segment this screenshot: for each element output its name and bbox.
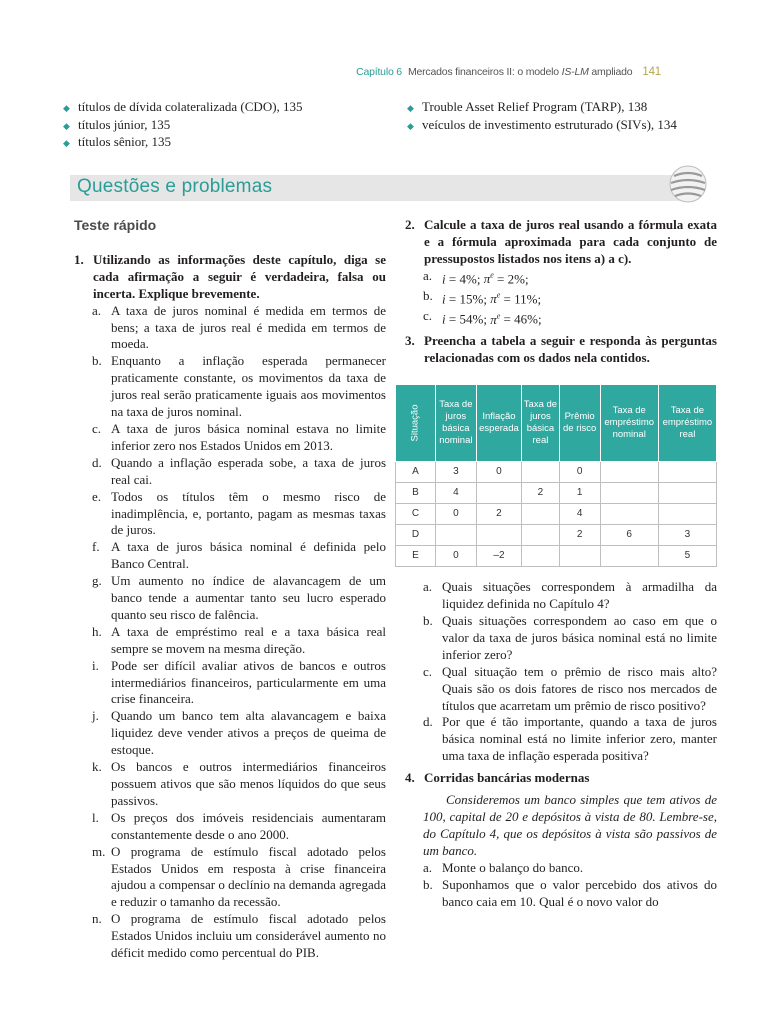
question-3: 3. Preencha a tabela a seguir e responda às perguntas relacionadas com os dados nela contidos. <box>405 333 717 366</box>
item-letter: a. <box>423 579 433 595</box>
item-letter: a. <box>92 302 102 318</box>
table-cell <box>600 546 658 567</box>
table-cell: E <box>396 546 436 567</box>
table-cell <box>435 525 476 546</box>
list-item <box>92 911 386 962</box>
item-letter: a. <box>423 859 433 875</box>
item-text: A taxa de empréstimo real e a taxa básica real sempre se movem na mesma direção. <box>111 623 386 656</box>
list-item <box>92 658 386 709</box>
table-cell: 0 <box>435 504 476 525</box>
list-item <box>92 421 386 455</box>
table-cell <box>600 504 658 525</box>
data-table <box>395 384 717 567</box>
table-header-row <box>396 385 717 462</box>
formula: i = 15%; $\pi^e = 11\%$; <box>442 290 542 307</box>
table-cell: 0 <box>435 546 476 567</box>
item-text: Os bancos e outros intermediários financeiros possuem ativos que são menos líquidos do que seus passivos. <box>111 759 386 808</box>
question-4: 4. Corridas bancárias modernas <box>405 770 590 786</box>
item-letter: j. <box>92 708 99 724</box>
key-term: ◆ títulos júnior, 135 <box>62 116 303 134</box>
formula: i = 4%; $\pi^e = 2\%$; <box>442 270 529 287</box>
item-letter: b. <box>423 287 433 303</box>
table-cell <box>522 525 559 546</box>
section-title: Questões e problemas <box>77 176 273 197</box>
item-text: Qual situação tem o prêmio de risco mais alto? Quais são os dois fatores de risco nos mercados de títulos que acarretam um prêmio de risco positivo? <box>442 663 717 713</box>
table-cell <box>658 462 716 483</box>
key-terms-left <box>62 98 303 151</box>
item-text: A taxa de juros nominal é medida em termos de bens; a taxa de juros real é medida em termos de moeda. <box>111 302 386 352</box>
table-cell: 2 <box>522 483 559 504</box>
question-2-items <box>405 268 717 329</box>
list-item <box>423 579 717 613</box>
table-row <box>396 483 717 504</box>
diamond-bullet-icon: ◆ <box>407 103 414 113</box>
table-header-cell: Situação <box>396 385 436 462</box>
item-letter: h. <box>92 623 102 639</box>
list-item <box>92 353 386 421</box>
table-cell: 5 <box>658 546 716 567</box>
page-number: 141 <box>642 66 661 78</box>
question-2: 2. Calcule a taxa de juros real usando a fórmula exata e a fórmula aproximada para cada conjunto de pressupostos listados nos itens a) a c). <box>405 217 717 266</box>
key-terms-right <box>406 98 677 133</box>
item-text: O programa de estímulo fiscal adotado pelos Estados Unidos incluiu um considerável aumento no déficit medido como percentual do PIB. <box>111 911 386 961</box>
table-header-cell: Taxa de juros básica nominal <box>435 385 476 462</box>
table-cell: 2 <box>476 504 522 525</box>
diamond-bullet-icon: ◆ <box>63 120 70 131</box>
diamond-bullet-icon: ◆ <box>407 120 414 131</box>
table-header-cell: Taxa de juros básica real <box>522 385 559 462</box>
list-item <box>423 308 717 328</box>
table-row <box>396 462 717 483</box>
item-text: Os preços dos imóveis residenciais aumentaram constantemente desde o ano 2000. <box>111 809 386 842</box>
table-cell <box>559 546 600 567</box>
question-4-items <box>405 860 717 911</box>
table-cell: D <box>396 525 436 546</box>
table-cell: 3 <box>435 462 476 483</box>
table-cell: 4 <box>559 504 600 525</box>
item-letter: c. <box>423 663 433 679</box>
nominal-rate: 54% <box>459 311 484 327</box>
table-row <box>396 525 717 546</box>
table-cell <box>658 504 716 525</box>
table-cell: B <box>396 483 436 504</box>
table-cell <box>600 483 658 504</box>
formula: i = 54%; $\pi^e = 46\%$; <box>442 311 542 327</box>
quick-test-heading: Teste rápido <box>74 217 157 233</box>
item-letter: i. <box>92 657 99 673</box>
item-text: Pode ser difícil avaliar ativos de bancos e outros intermediários financeiros, particularmente em uma crise financeira. <box>111 657 386 707</box>
item-letter: n. <box>92 911 102 927</box>
table-row <box>396 504 717 525</box>
list-item <box>423 714 717 765</box>
table-cell: –2 <box>476 546 522 567</box>
nominal-rate: 4% <box>459 271 477 287</box>
item-letter: d. <box>92 454 102 470</box>
key-term: ◆ Trouble Asset Relief Program (TARP), 138 <box>406 98 677 116</box>
table-cell <box>522 546 559 567</box>
item-letter: l. <box>92 809 99 825</box>
table-cell: 0 <box>559 462 600 483</box>
running-header <box>356 66 661 78</box>
question-4-intro: Consideremos um banco simples que tem ativos de 100, capital de 20 e depósitos à vista de 80. Lembre-se, do Capítulo 4, que os depósitos à vista são passivos de um banco. <box>423 792 717 858</box>
item-text: Enquanto a inflação esperada permanecer praticamente constante, os movimentos da taxa de juros real serão praticamente iguais aos movimentos na taxa de juros nominal. <box>111 353 386 420</box>
item-text: A taxa de juros básica nominal é definida pelo Banco Central. <box>111 539 386 572</box>
question-3-items <box>405 579 717 765</box>
table-cell <box>476 525 522 546</box>
list-item <box>92 708 386 759</box>
list-item <box>92 303 386 354</box>
item-letter: c. <box>92 420 102 436</box>
item-text: O programa de estímulo fiscal adotado pelos Estados Unidos em resposta à crise financeira ajudou a compensar o declínio na demanda agregada e reduzir o tamanho da recessão. <box>111 843 386 910</box>
diamond-bullet-icon: ◆ <box>63 138 70 148</box>
item-letter: e. <box>92 488 102 504</box>
item-letter: f. <box>92 539 100 555</box>
list-item <box>423 860 717 877</box>
table-cell: 1 <box>559 483 600 504</box>
item-letter: b. <box>423 876 433 892</box>
key-term: ◆ títulos de dívida colateralizada (CDO), 135 <box>62 98 303 116</box>
table-cell <box>658 483 716 504</box>
list-item <box>92 539 386 573</box>
item-text: Quais situações correspondem ao caso em que o valor da taxa de juros básica nominal está no limite inferior zero? <box>442 613 717 662</box>
item-letter: a. <box>423 267 433 283</box>
left-column <box>74 217 386 962</box>
item-letter: m. <box>92 843 106 859</box>
table-header-cell: Taxa de empréstimo real <box>658 385 716 462</box>
item-letter: k. <box>92 759 102 775</box>
table-cell: 2 <box>559 525 600 546</box>
item-letter: d. <box>423 714 433 730</box>
table-cell: C <box>396 504 436 525</box>
question-1-items <box>74 303 386 962</box>
list-item <box>423 288 717 308</box>
table-cell <box>522 462 559 483</box>
item-text: Um aumento no índice de alavancagem de um banco tende a aumentar tanto seu lucro esperado quanto seu risco de falência. <box>111 573 386 622</box>
list-item <box>423 268 717 288</box>
item-letter: g. <box>92 573 102 589</box>
list-item <box>423 877 717 911</box>
table-header-cell: Prêmio de risco <box>559 385 600 462</box>
nominal-rate: 15% <box>459 291 484 307</box>
table-wrapper <box>395 384 717 567</box>
list-item <box>423 664 717 715</box>
list-item <box>92 810 386 844</box>
table-header-cell: Taxa de empréstimo nominal <box>600 385 658 462</box>
item-letter: b. <box>92 353 102 369</box>
table-cell <box>600 462 658 483</box>
table-cell: 3 <box>658 525 716 546</box>
item-text: Quais situações correspondem à armadilha da liquidez definida no Capítulo 4? <box>442 579 717 612</box>
list-item <box>92 759 386 810</box>
key-term: ◆ veículos de investimento estruturado (SIVs), 134 <box>406 116 677 134</box>
item-letter: c. <box>423 308 433 324</box>
table-cell <box>522 504 559 525</box>
list-item <box>423 613 717 664</box>
item-text: Por que é tão importante, quando a taxa de juros básica nominal está no limite inferior zero, manter uma taxa de inflação esperada positiva? <box>442 714 717 764</box>
table-header-cell: Inflação esperada <box>476 385 522 462</box>
item-text: A taxa de juros básica nominal estava no limite inferior zero nos Estados Unidos em 2013. <box>111 420 386 453</box>
table-cell: 0 <box>476 462 522 483</box>
expected-inflation: 2% <box>507 271 525 287</box>
item-text: Suponhamos que o valor percebido dos ativos do banco caia em 10. Qual é o novo valor do <box>442 876 717 909</box>
item-text: Todos os títulos têm o mesmo risco de inadimplência, e, portanto, pagam as mesmas taxas de juros. <box>111 488 386 538</box>
key-term: ◆ títulos sênior, 135 <box>62 133 303 151</box>
item-text: Monte o balanço do banco. <box>442 859 584 875</box>
diamond-bullet-icon: ◆ <box>63 103 70 113</box>
item-letter: b. <box>423 613 433 629</box>
question-1: 1. Utilizando as informações deste capítulo, diga se cada afirmação a seguir é verdadeira, falsa ou incerta. Explique brevemente. <box>74 251 386 301</box>
right-column <box>405 217 717 910</box>
list-item <box>92 489 386 540</box>
globe-icon <box>668 164 708 204</box>
item-text: Quando um banco tem alta alavancagem e baixa liquidez deve vender ativos a preços de queima de estoque. <box>111 708 386 758</box>
chapter-title: Mercados financeiros II: o modelo IS-LM ampliado <box>407 66 633 78</box>
table-cell: A <box>396 462 436 483</box>
list-item <box>92 624 386 658</box>
table-cell <box>476 483 522 504</box>
table-cell: 4 <box>435 483 476 504</box>
list-item <box>92 455 386 489</box>
list-item <box>92 844 386 912</box>
table-row <box>396 546 717 567</box>
table-cell: 6 <box>600 525 658 546</box>
list-item <box>92 573 386 624</box>
expected-inflation: 46% <box>514 311 538 327</box>
expected-inflation: 11% <box>514 291 538 307</box>
item-text: Quando a inflação esperada sobe, a taxa de juros real cai. <box>111 454 386 487</box>
chapter-label: Capítulo 6 <box>356 66 402 78</box>
